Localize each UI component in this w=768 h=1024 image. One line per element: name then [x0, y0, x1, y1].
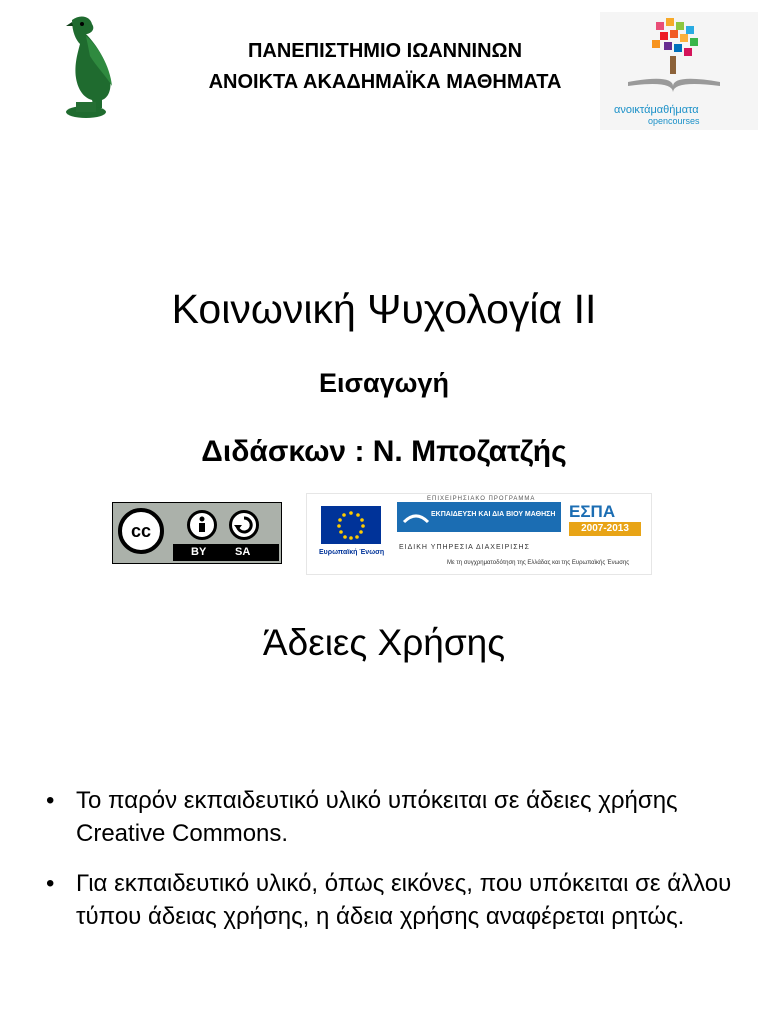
- opencourses-logo: [600, 12, 758, 130]
- eu-label: Ευρωπαϊκή Ένωση: [319, 549, 385, 556]
- cc-sa-label: SA: [235, 546, 251, 558]
- cc-circle-label: cc: [130, 521, 152, 541]
- course-title: Κοινωνική Ψυχολογία ΙΙ: [171, 286, 597, 332]
- license-bullet-list: [46, 784, 736, 950]
- cc-circle-icon: [118, 508, 164, 554]
- opencourses-greek-label: ανοικτάμαθήματα: [614, 104, 699, 116]
- eu-espa-funding-logos: [306, 493, 652, 575]
- bullet-text: Το παρόν εκπαιδευτικό υλικό υπόκειται σε άδειες χρήσης Creative Commons.: [76, 787, 678, 847]
- license-heading: Άδειες Χρήσης: [262, 622, 506, 663]
- eagle-emblem-icon: [50, 12, 120, 120]
- cc-by-label: BY: [191, 546, 207, 558]
- program-main-label: ΕΚΠΑΙΔΕΥΣΗ ΚΑΙ ΔΙΑ ΒΙΟΥ ΜΑΘΗΣΗ: [431, 511, 556, 518]
- cc-label-bar: [173, 544, 279, 561]
- share-alike-icon: [229, 510, 259, 540]
- header-text: [150, 36, 620, 98]
- lecture-subtitle: Εισαγωγή: [319, 368, 449, 398]
- list-item: [46, 784, 736, 850]
- creative-commons-by-sa-icon: [112, 502, 282, 564]
- espa-years: 2007-2013: [569, 522, 641, 536]
- university-name: ΠΑΝΕΠΙΣΤΗΜΙΟ ΙΩΑΝΝΙΝΩΝ: [247, 40, 523, 62]
- espa-logo: [569, 502, 641, 548]
- opencourses-english-label: opencourses: [648, 116, 700, 126]
- list-item: [46, 867, 736, 933]
- cofunding-label: Με τη συγχρηματοδότηση της Ελλάδας και της Ευρωπαϊκής Ένωσης: [447, 560, 630, 566]
- program-name: ΑΝΟΙΚΤΑ ΑΚΑΔΗΜΑΪΚΑ ΜΑΘΗΜΑΤΑ: [208, 71, 562, 93]
- attribution-person-icon: [187, 510, 217, 540]
- opencourses-tree-icon: [600, 12, 758, 102]
- program-top-label: ΕΠΙΧΕΙΡΗΣΙΑΚΟ ΠΡΟΓΡΑΜΜΑ: [427, 496, 536, 502]
- program-sub-label: ΕΙΔΙΚΗ ΥΠΗΡΕΣΙΑ ΔΙΑΧΕΙΡΙΣΗΣ: [399, 544, 530, 551]
- education-program-logo: [397, 502, 561, 532]
- instructor-name: Διδάσκων : Ν. Μποζατζής: [201, 435, 567, 468]
- espa-word: ΕΣΠΑ: [569, 502, 616, 521]
- bullet-icon: •: [46, 870, 55, 897]
- bullet-text: Για εκπαιδευτικό υλικό, όπως εικόνες, που υπόκειται σε άλλου τύπου άδειας χρήσης, η άδεια χρήσης αναφέρεται ρητώς.: [76, 870, 732, 930]
- eu-flag-icon: [321, 506, 381, 544]
- bullet-icon: •: [46, 787, 55, 814]
